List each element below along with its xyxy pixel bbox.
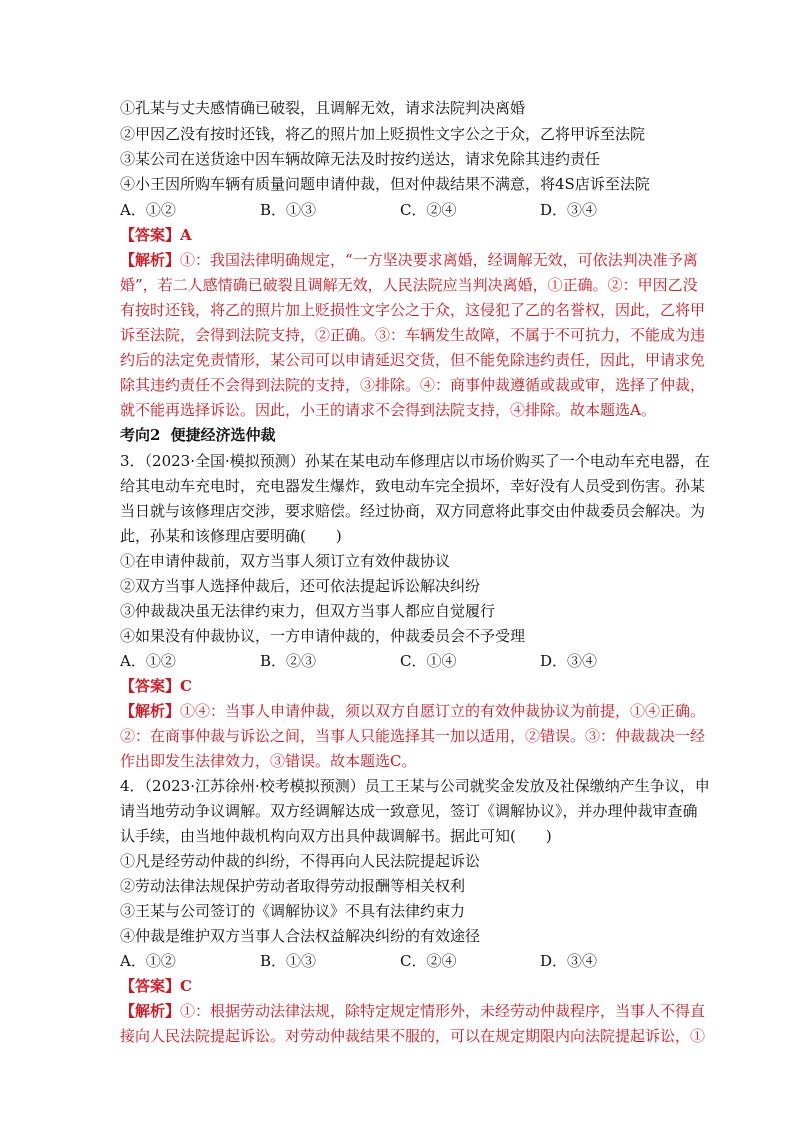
q2-options	[120, 200, 680, 220]
q3-stem-line-4: 此，孙某和该修理店要明确( )	[120, 527, 342, 545]
q3-stem-line-3: 当日就与该修理店交涉，要求赔偿。经过协商，双方同意将此事交由仲裁委员会解决。为	[120, 502, 706, 520]
q4-stem-line-3: 认手续，由当地仲裁机构向双方出具仲裁调解书。据此可知( )	[120, 827, 552, 845]
q4-analysis-line-2: 接向人民法院提起诉讼。对劳动仲裁结果不服的，可以在规定期限内向法院提起诉讼，①	[120, 1027, 706, 1045]
q4-options	[120, 951, 680, 971]
q3-stem-line-2: 给其电动车充电时，充电器发生爆炸，致电动车完全损坏，幸好没有人员受到伤害。孙某	[120, 477, 706, 495]
section-heading	[120, 425, 275, 445]
q4-item-4: ④仲裁是维护双方当事人合法权益解决纠纷的有效途径	[120, 927, 481, 945]
q2-analysis-line-3: 有按时还钱，将乙的照片加上贬损性文字公之于众，这侵犯了乙的名誉权，因此，乙将甲	[120, 301, 706, 319]
q3-answer	[120, 676, 192, 696]
q2-analysis-line-1	[120, 250, 698, 270]
q3-answer-tag: 【答案】	[120, 677, 181, 695]
q3-analysis-tag: 【解析】	[120, 702, 181, 720]
q4-analysis-text-1: ①：根据劳动法律法规，除特定规定情形外，未经劳动仲裁程序，当事人不得直	[180, 1002, 706, 1020]
q4-item-2: ②劳动法律法规保护劳动者取得劳动报酬等相关权利	[120, 877, 466, 895]
q2-analysis-line-4: 诉至法院，会得到法院支持，②正确。③：车辆发生故障，不属于不可抗力，不能成为违	[120, 326, 706, 344]
q3-options	[120, 651, 680, 671]
q3-analysis-line-2: ②：在商事仲裁与诉讼之间，当事人只能选择其一加以适用，②错误。③：仲裁裁决一经	[120, 727, 706, 745]
q2-item-3: ③某公司在送货途中因车辆故障无法及时按约送达，请求免除其违约责任	[120, 150, 601, 168]
q3-option-c: C．①④	[400, 652, 457, 670]
q3-analysis-text-1: ①④：当事人申请仲裁，须以双方自愿订立的有效仲裁协议为前提，①④正确。	[180, 702, 706, 720]
q4-stem-line-1: 4．（2023·江苏徐州·校考模拟预测）员工王某与公司就奖金发放及社保缴纳产生争议，申	[120, 777, 710, 795]
section-label: 考向2	[120, 426, 161, 444]
q2-analysis-line-6: 除其违约责任不会得到法院的支持，③排除。④：商事仲裁遵循或裁或审，选择了仲裁，	[120, 376, 706, 394]
q4-answer	[120, 976, 192, 996]
q3-option-a: A．①②	[120, 652, 176, 670]
q2-item-2: ②甲因乙没有按时还钱，将乙的照片加上贬损性文字公之于众，乙将甲诉至法院	[120, 125, 646, 143]
q4-item-1: ①凡是经劳动仲裁的纠纷，不得再向人民法院提起诉讼	[120, 852, 481, 870]
q4-analysis-line-1	[120, 1001, 705, 1021]
q4-option-a: A．①②	[120, 952, 176, 970]
q3-item-3: ③仲裁裁决虽无法律约束力，但双方当事人都应自觉履行	[120, 602, 496, 620]
q2-item-4: ④小王因所购车辆有质量问题申请仲裁，但对仲裁结果不满意，将4S店诉至法院	[120, 175, 650, 193]
q4-answer-tag: 【答案】	[120, 977, 181, 995]
q3-answer-value: C	[180, 677, 192, 695]
q2-option-d: D．③④	[540, 201, 598, 219]
q2-option-b: B．①③	[260, 201, 317, 219]
q3-analysis-line-3: 作出即发生法律效力，③错误。故本题选C。	[120, 752, 417, 770]
q4-option-d: D．③④	[540, 952, 598, 970]
q3-stem-line-1: 3．（2023·全国·模拟预测）孙某在某电动车修理店以市场价购买了一个电动车充电器，在	[120, 452, 710, 470]
section-title: 便捷经济选仲裁	[170, 426, 276, 444]
q3-option-b: B．②③	[260, 652, 317, 670]
q4-item-3: ③王某与公司签订的《调解协议》不具有法律约束力	[120, 902, 466, 920]
q3-analysis-line-1	[120, 701, 705, 721]
q2-answer	[120, 225, 192, 245]
q4-answer-value: C	[180, 977, 192, 995]
q3-item-2: ②双方当事人选择仲裁后，还可依法提起诉讼解决纠纷	[120, 577, 481, 595]
q2-analysis-text-1: ①：我国法律明确规定，“一方坚决要求离婚，经调解无效，可依法判决准予离	[180, 251, 698, 269]
q3-item-4: ④如果没有仲裁协议，一方申请仲裁的，仲裁委员会不予受理	[120, 627, 526, 645]
q4-option-c: C．②④	[400, 952, 457, 970]
q2-analysis-line-2: 婚”，若二人感情确已破裂且调解无效，人民法院应当判决离婚，①正确。②：甲因乙没	[120, 276, 698, 294]
q3-option-d: D．③④	[540, 652, 598, 670]
q2-analysis-line-7: 就不能再选择诉讼。因此，小王的请求不会得到法院支持，④排除。故本题选A。	[120, 401, 656, 419]
q4-stem-line-2: 请当地劳动争议调解。双方经调解达成一致意见，签订《调解协议》，并办理仲裁审查确	[120, 802, 698, 820]
q2-answer-tag: 【答案】	[120, 226, 181, 244]
q2-option-a: A．①②	[120, 201, 176, 219]
q4-analysis-tag: 【解析】	[120, 1002, 181, 1020]
q4-option-b: B．①③	[260, 952, 317, 970]
q2-item-1: ①孔某与丈夫感情确已破裂，且调解无效，请求法院判决离婚	[120, 99, 526, 117]
q2-analysis-tag: 【解析】	[120, 251, 181, 269]
q2-option-c: C．②④	[400, 201, 457, 219]
q2-analysis-line-5: 约后的法定免责情形，某公司可以申请延迟交货，但不能免除违约责任，因此，甲请求免	[120, 351, 706, 369]
q3-item-1: ①在申请仲裁前，双方当事人须订立有效仲裁协议	[120, 552, 451, 570]
q2-answer-value: A	[180, 226, 192, 244]
